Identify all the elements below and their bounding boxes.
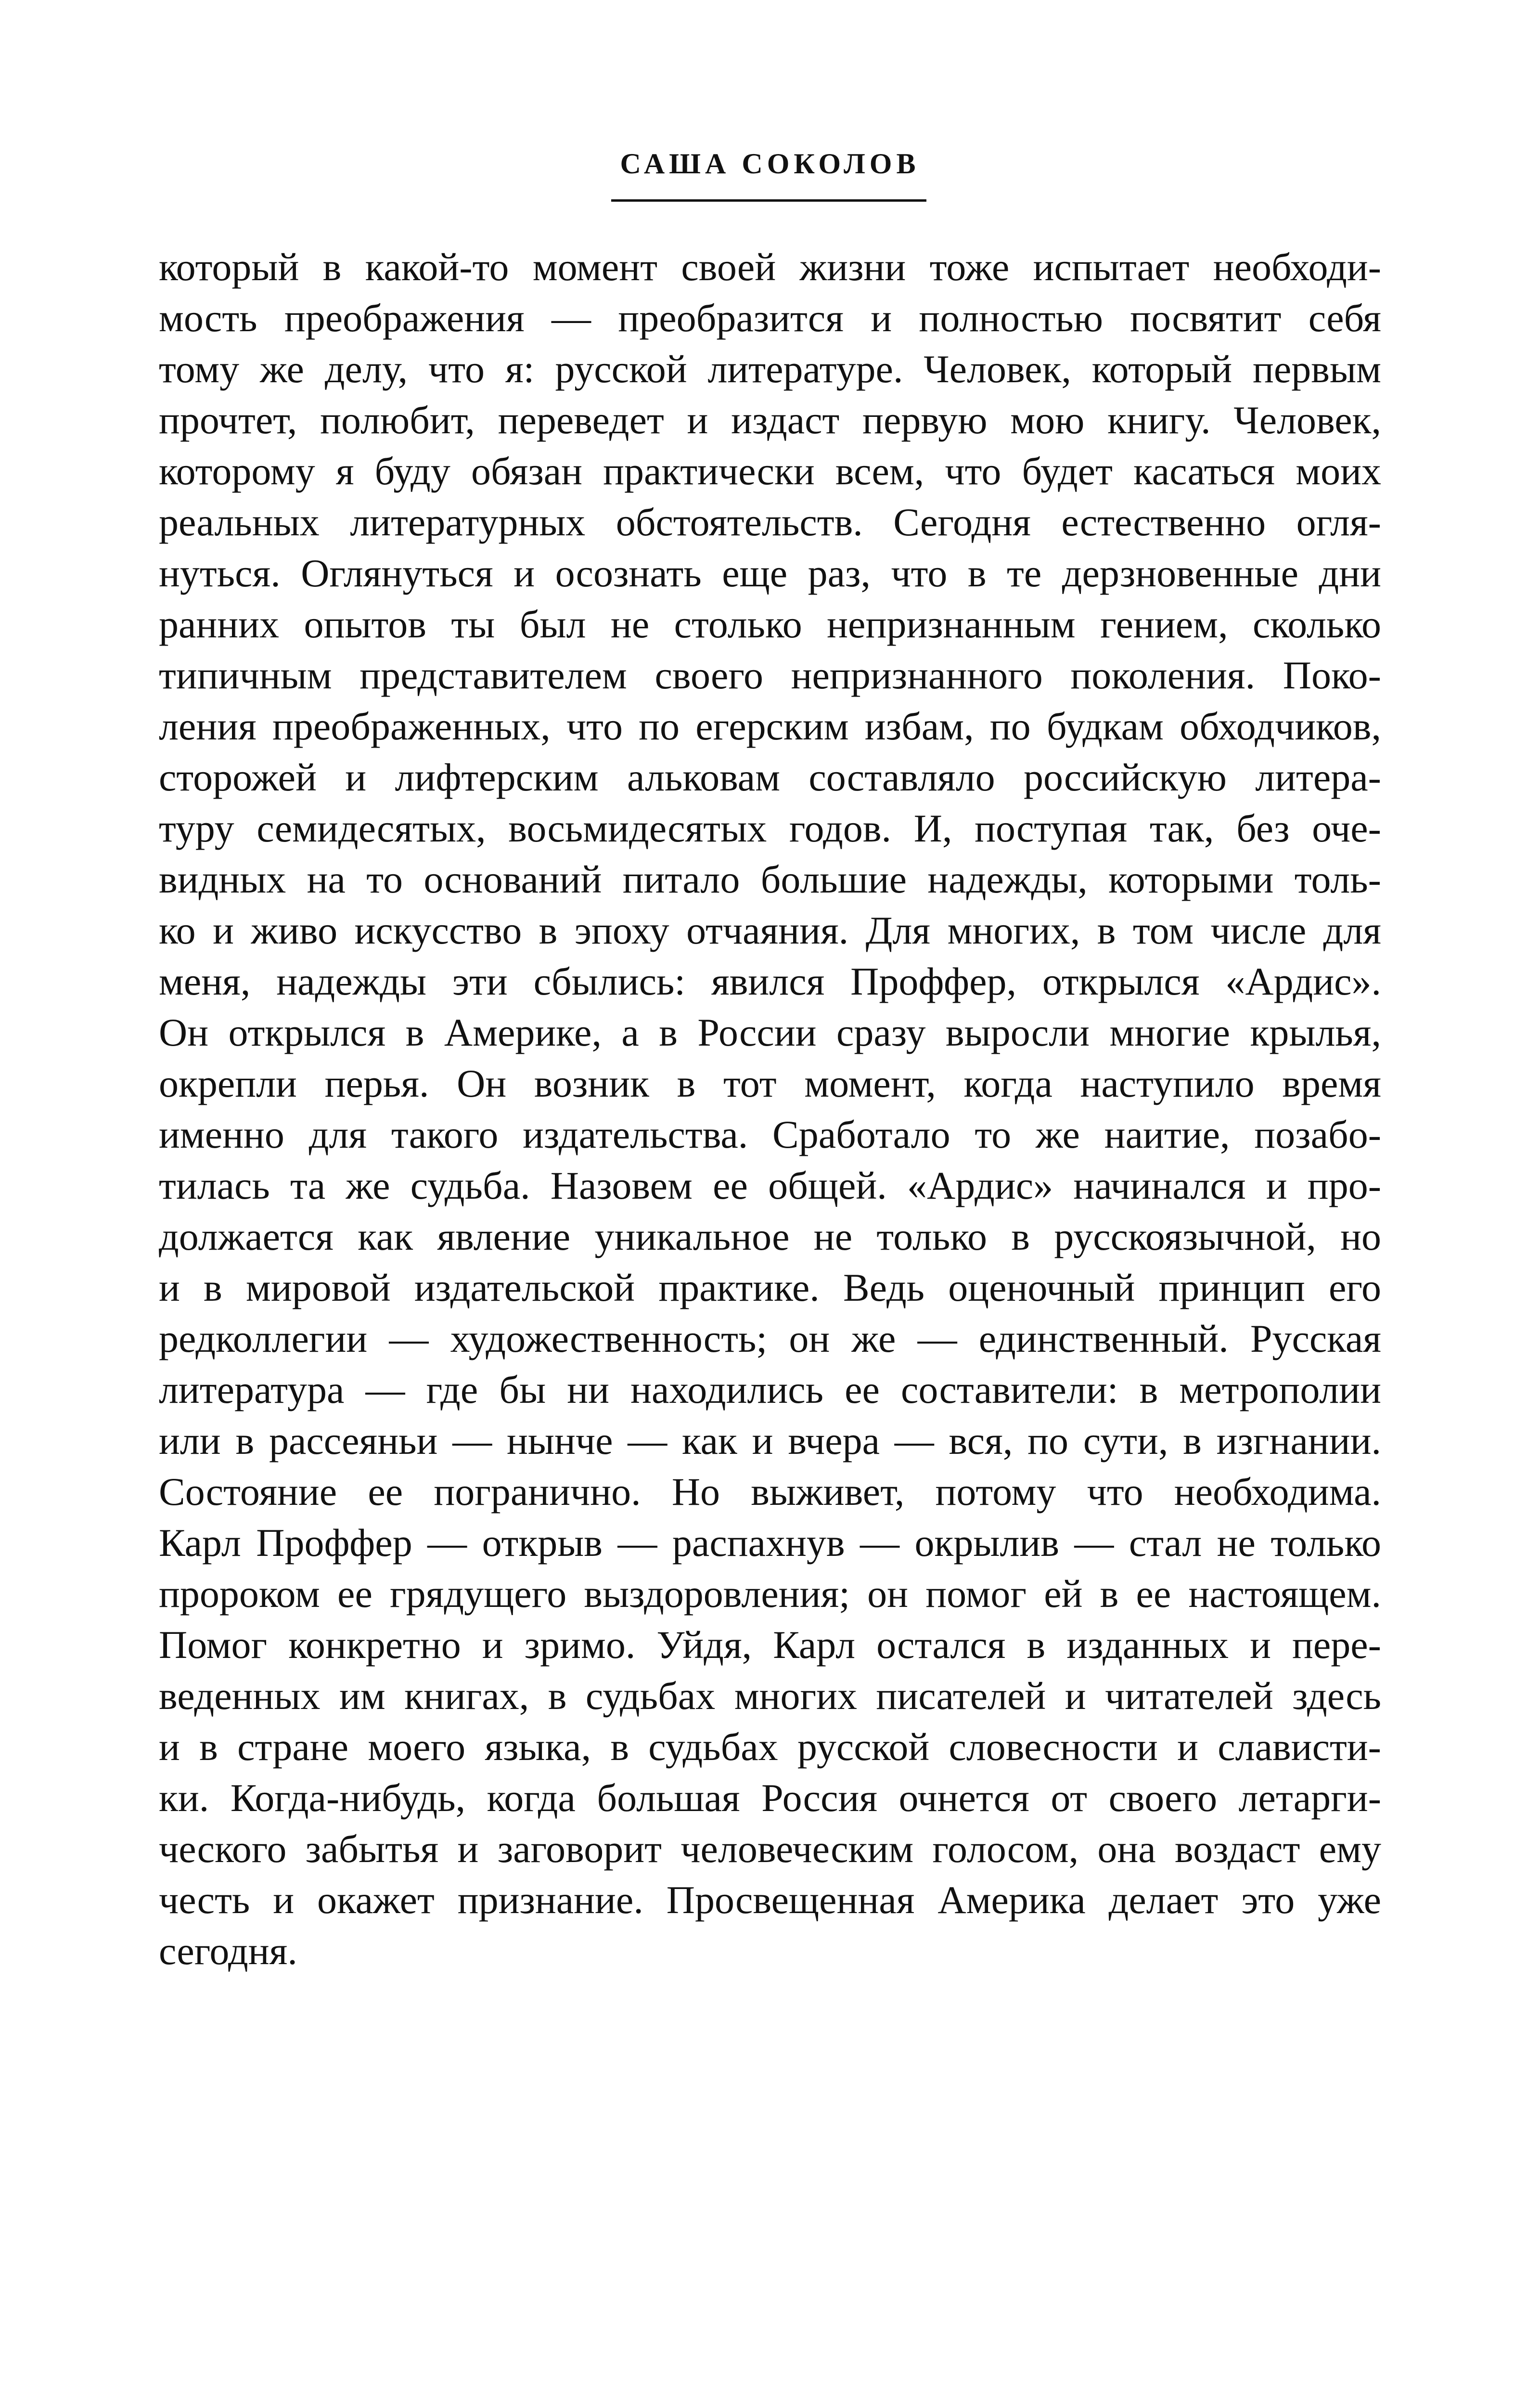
text-line: сегодня. — [159, 1929, 297, 1973]
text-line: Карл Проффер — открыв — распахнув — окрылив — стал не только — [159, 1521, 1381, 1565]
text-line: нуться. Оглянуться и осознать еще раз, что в те дерзновенные дни — [159, 551, 1381, 595]
text-line: или в рассеяньи — нынче — как и вчера — вся, по сути, в изгнании. — [159, 1419, 1381, 1462]
text-line: веденных им книгах, в судьбах многих писателей и читателей здесь — [159, 1674, 1381, 1718]
text-line: ления преображенных, что по егерским избам, по будкам обходчиков, — [159, 704, 1381, 748]
text-line: ранних опытов ты был не столько непризнанным гением, сколько — [159, 602, 1381, 646]
text-line: и в стране моего языка, в судьбах русской словесности и слависти- — [159, 1725, 1381, 1769]
text-line: Помог конкретно и зримо. Уйдя, Карл остался в изданных и пере- — [159, 1623, 1381, 1667]
text-line: меня, надежды эти сбылись: явился Проффер, открылся «Ардис». — [159, 959, 1381, 1003]
header-rule — [611, 199, 926, 202]
text-line: Он открылся в Америке, а в России сразу выросли многие крылья, — [159, 1010, 1381, 1054]
text-line: мость преображения — преобразится и полностью посвятит себя — [159, 296, 1381, 340]
text-line: тилась та же судьба. Назовем ее общей. «Ардис» начинался и про- — [159, 1164, 1381, 1207]
text-line: видных на то оснований питало большие надежды, которыми толь- — [159, 857, 1381, 901]
text-line: прочтет, полюбит, переведет и издаст первую мою книгу. Человек, — [159, 398, 1381, 442]
body-text — [159, 242, 1381, 1977]
text-line: типичным представителем своего непризнанного поколения. Поко- — [159, 653, 1381, 697]
text-line: пророком ее грядущего выздоровления; он помог ей в ее настоящем. — [159, 1572, 1381, 1616]
text-line: ки. Когда-нибудь, когда большая Россия очнется от своего летарги- — [159, 1776, 1381, 1820]
text-line: тому же делу, что я: русской литературе. Человек, который первым — [159, 347, 1381, 391]
text-line: честь и окажет признание. Просвещенная Америка делает это уже — [159, 1878, 1381, 1922]
text-line: должается как явление уникальное не только в русскоязычной, но — [159, 1215, 1381, 1258]
text-line: которому я буду обязан практически всем, что будет касаться моих — [159, 449, 1381, 493]
text-line: окрепли перья. Он возник в тот момент, когда наступило время — [159, 1061, 1381, 1105]
text-line: сторожей и лифтерским альковам составляло российскую литера- — [159, 755, 1381, 799]
running-head: САША СОКОЛОВ — [620, 148, 920, 180]
text-line: ческого забытья и заговорит человеческим голосом, она воздаст ему — [159, 1827, 1381, 1871]
text-line: именно для такого издательства. Сработало то же наитие, позабо- — [159, 1113, 1381, 1156]
text-line: ко и живо искусство в эпоху отчаяния. Для многих, в том числе для — [159, 908, 1381, 952]
text-line: редколлегии — художественность; он же — единственный. Русская — [159, 1317, 1381, 1360]
text-line: литература — где бы ни находились ее составители: в метрополии — [159, 1368, 1381, 1411]
text-line: туру семидесятых, восьмидесятых годов. И, поступая так, без оче- — [159, 806, 1381, 850]
text-line: который в какой-то момент своей жизни тоже испытает необходи- — [159, 245, 1381, 289]
text-line: реальных литературных обстоятельств. Сегодня естественно огля- — [159, 500, 1381, 544]
text-line: и в мировой издательской практике. Ведь оценочный принцип его — [159, 1266, 1381, 1309]
text-line: Состояние ее погранично. Но выживет, потому что необходима. — [159, 1470, 1381, 1514]
